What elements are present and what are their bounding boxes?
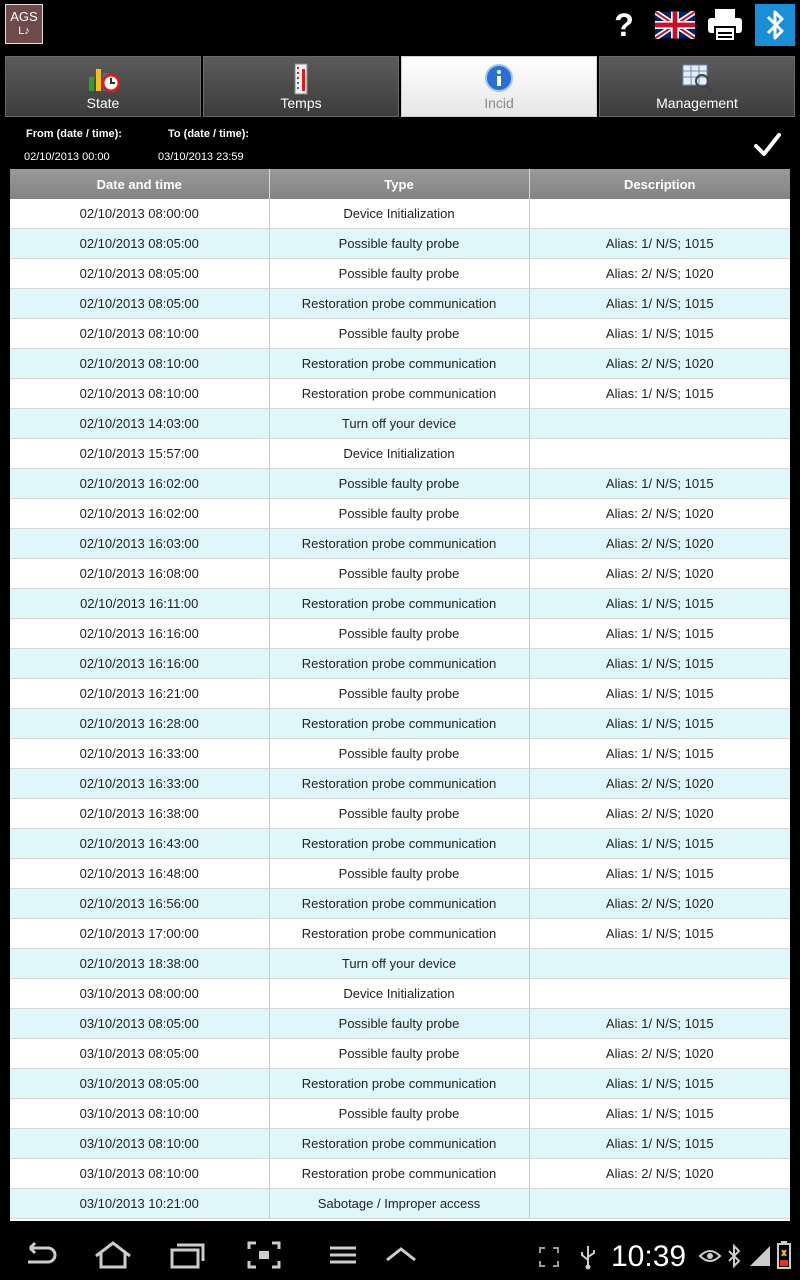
cell-date: 03/10/2013 08:05:00 [10,1069,269,1099]
apply-filter-check-icon[interactable] [752,130,782,160]
cell-date: 02/10/2013 16:08:00 [10,559,269,589]
cell-type: Possible faulty probe [269,679,529,709]
cell-date: 02/10/2013 08:10:00 [10,379,269,409]
tab-incid[interactable] [401,56,597,117]
cell-type: Restoration probe communication [269,889,529,919]
cell-date: 02/10/2013 08:05:00 [10,259,269,289]
cell-description: Alias: 2/ N/S; 1020 [529,499,790,529]
table-row[interactable] [10,709,790,739]
cell-date: 03/10/2013 08:10:00 [10,1159,269,1189]
cell-date: 02/10/2013 16:33:00 [10,769,269,799]
cell-date: 02/10/2013 16:21:00 [10,679,269,709]
cell-description [529,199,790,229]
cell-type: Turn off your device [269,949,529,979]
cell-description: Alias: 1/ N/S; 1015 [529,739,790,769]
help-button[interactable]: ? [614,7,634,43]
cell-description: Alias: 1/ N/S; 1015 [529,229,790,259]
cell-description: Alias: 2/ N/S; 1020 [529,799,790,829]
cell-date: 02/10/2013 16:16:00 [10,619,269,649]
cell-description: Alias: 2/ N/S; 1020 [529,889,790,919]
table-row[interactable] [10,1069,790,1099]
cell-type: Restoration probe communication [269,1159,529,1189]
table-row[interactable] [10,499,790,529]
thermometer-icon [291,63,311,95]
info-icon [484,63,514,93]
cell-description: Alias: 1/ N/S; 1015 [529,859,790,889]
cell-date: 03/10/2013 08:05:00 [10,1039,269,1069]
cell-type: Restoration probe communication [269,769,529,799]
cell-description: Alias: 1/ N/S; 1015 [529,1099,790,1129]
logo-text: AGS [10,9,38,24]
cell-type: Restoration probe communication [269,1129,529,1159]
cell-type: Restoration probe communication [269,829,529,859]
incidents-table [10,169,790,1219]
cell-type: Possible faulty probe [269,859,529,889]
cell-date: 02/10/2013 08:05:00 [10,229,269,259]
table-row[interactable] [10,829,790,859]
tab-state[interactable] [5,56,201,117]
table-row[interactable] [10,199,790,229]
cell-description: Alias: 1/ N/S; 1015 [529,289,790,319]
cell-description: Alias: 2/ N/S; 1020 [529,769,790,799]
cell-date: 03/10/2013 08:00:00 [10,979,269,1009]
back-icon[interactable] [20,1240,58,1270]
printer-icon[interactable] [706,8,744,42]
table-row[interactable] [10,259,790,289]
logo-subtext: L♪ [18,25,30,37]
cell-type: Possible faulty probe [269,1039,529,1069]
date-filter [0,118,800,168]
cell-date: 02/10/2013 16:33:00 [10,739,269,769]
cell-description: Alias: 1/ N/S; 1015 [529,469,790,499]
cell-date: 02/10/2013 08:00:00 [10,199,269,229]
cell-date: 02/10/2013 16:02:00 [10,469,269,499]
cell-type: Restoration probe communication [269,589,529,619]
top-bar [0,0,800,52]
cell-description: Alias: 1/ N/S; 1015 [529,619,790,649]
app-logo [5,4,43,44]
home-icon[interactable] [92,1240,134,1270]
screenshot-icon[interactable] [246,1240,282,1270]
system-navigation-bar [0,1232,800,1280]
cell-date: 02/10/2013 16:16:00 [10,649,269,679]
cell-date: 03/10/2013 08:10:00 [10,1129,269,1159]
up-arrow-icon[interactable] [384,1240,418,1270]
table-row[interactable] [10,1039,790,1069]
system-clock: 10:39 [611,1240,687,1273]
cell-type: Device Initialization [269,199,529,229]
from-date-field[interactable]: 02/10/2013 00:00 [24,151,110,163]
cell-description: Alias: 2/ N/S; 1020 [529,259,790,289]
cell-type: Restoration probe communication [269,1069,529,1099]
cell-type: Possible faulty probe [269,1009,529,1039]
cell-type: Restoration probe communication [269,289,529,319]
cell-description: Alias: 2/ N/S; 1020 [529,1159,790,1189]
cell-date: 02/10/2013 16:56:00 [10,889,269,919]
cell-type: Restoration probe communication [269,379,529,409]
cell-date: 02/10/2013 17:00:00 [10,919,269,949]
cell-type: Possible faulty probe [269,319,529,349]
cell-date: 03/10/2013 08:10:00 [10,1099,269,1129]
cell-date: 02/10/2013 16:38:00 [10,799,269,829]
table-row[interactable] [10,289,790,319]
to-label: To (date / time): [168,128,250,140]
bluetooth-button[interactable] [755,4,795,46]
cell-description: Alias: 1/ N/S; 1015 [529,319,790,349]
table-row[interactable] [10,589,790,619]
tab-temps-label: Temps [280,95,322,111]
table-row[interactable] [10,439,790,469]
cell-date: 02/10/2013 16:28:00 [10,709,269,739]
cell-description [529,979,790,1009]
table-row[interactable] [10,1159,790,1189]
bluetooth-status-icon [727,1244,741,1268]
cell-type: Possible faulty probe [269,1099,529,1129]
table-row[interactable] [10,919,790,949]
tab-state-label: State [86,95,120,111]
cell-description: Alias: 1/ N/S; 1015 [529,709,790,739]
cell-description: Alias: 1/ N/S; 1015 [529,829,790,859]
battery-icon [776,1240,792,1270]
cell-type: Possible faulty probe [269,799,529,829]
cell-type: Restoration probe communication [269,349,529,379]
tab-management-label: Management [656,95,738,111]
table-row[interactable] [10,649,790,679]
tab-bar [5,56,795,117]
table-row[interactable] [10,799,790,829]
cell-date: 02/10/2013 08:10:00 [10,319,269,349]
cell-description: Alias: 1/ N/S; 1015 [529,1069,790,1099]
cell-date: 02/10/2013 16:02:00 [10,499,269,529]
table-row[interactable] [10,1189,790,1219]
table-row[interactable] [10,889,790,919]
uk-flag-icon[interactable] [655,11,695,39]
fullscreen-icon [538,1246,560,1268]
table-body [10,199,790,1219]
table-row[interactable] [10,979,790,1009]
signal-icon [748,1244,772,1268]
cell-date: 02/10/2013 08:05:00 [10,289,269,319]
cell-description [529,1189,790,1219]
cell-type: Turn off your device [269,409,529,439]
cell-description [529,949,790,979]
usb-icon [578,1244,598,1270]
cell-description [529,409,790,439]
cell-description: Alias: 1/ N/S; 1015 [529,379,790,409]
cell-description [529,439,790,469]
cell-description: Alias: 2/ N/S; 1020 [529,529,790,559]
column-header-description[interactable]: Description [529,169,790,199]
bluetooth-icon [755,4,795,46]
table-row[interactable] [10,559,790,589]
to-date-field[interactable]: 03/10/2013 23:59 [158,151,244,163]
cell-description: Alias: 1/ N/S; 1015 [529,589,790,619]
table-row[interactable] [10,739,790,769]
table-row[interactable] [10,349,790,379]
table-row[interactable] [10,949,790,979]
cell-type: Sabotage / Improper access [269,1189,529,1219]
table-row[interactable] [10,229,790,259]
recent-apps-icon[interactable] [168,1240,206,1270]
tab-incid-label: Incid [484,95,514,111]
cell-type: Restoration probe communication [269,919,529,949]
cell-date: 02/10/2013 16:48:00 [10,859,269,889]
cell-type: Restoration probe communication [269,649,529,679]
cell-date: 02/10/2013 14:03:00 [10,409,269,439]
cell-description: Alias: 1/ N/S; 1015 [529,1129,790,1159]
cell-date: 02/10/2013 16:03:00 [10,529,269,559]
state-chart-icon [86,63,120,93]
cell-description: Alias: 1/ N/S; 1015 [529,649,790,679]
cell-description: Alias: 2/ N/S; 1020 [529,559,790,589]
table-row[interactable] [10,529,790,559]
cell-description: Alias: 1/ N/S; 1015 [529,1009,790,1039]
table-row[interactable] [10,1129,790,1159]
table-row[interactable] [10,319,790,349]
cell-date: 03/10/2013 10:21:00 [10,1189,269,1219]
menu-icon[interactable] [328,1240,358,1270]
cell-description: Alias: 2/ N/S; 1020 [529,349,790,379]
table-row[interactable] [10,1009,790,1039]
table-header-row [10,169,790,199]
management-icon [681,63,713,93]
table-row[interactable] [10,859,790,889]
table-row[interactable] [10,409,790,439]
cell-description: Alias: 1/ N/S; 1015 [529,679,790,709]
cell-type: Possible faulty probe [269,469,529,499]
cell-date: 02/10/2013 08:10:00 [10,349,269,379]
tab-temps[interactable] [203,56,399,117]
cell-type: Possible faulty probe [269,259,529,289]
cell-type: Possible faulty probe [269,739,529,769]
column-header-type[interactable]: Type [269,169,529,199]
table-row[interactable] [10,619,790,649]
cell-date: 02/10/2013 16:43:00 [10,829,269,859]
cell-type: Device Initialization [269,439,529,469]
cell-type: Possible faulty probe [269,559,529,589]
column-header-date[interactable]: Date and time [10,169,269,199]
table-row[interactable] [10,769,790,799]
table-row[interactable] [10,379,790,409]
cell-type: Possible faulty probe [269,619,529,649]
cell-date: 02/10/2013 18:38:00 [10,949,269,979]
cell-date: 03/10/2013 08:05:00 [10,1009,269,1039]
cell-description: Alias: 1/ N/S; 1015 [529,919,790,949]
eye-icon [698,1246,722,1266]
cell-type: Possible faulty probe [269,499,529,529]
cell-type: Device Initialization [269,979,529,1009]
cell-date: 02/10/2013 15:57:00 [10,439,269,469]
cell-type: Restoration probe communication [269,529,529,559]
table-row[interactable] [10,469,790,499]
incidents-table-container[interactable] [10,169,790,1221]
cell-type: Possible faulty probe [269,229,529,259]
table-row[interactable] [10,679,790,709]
cell-type: Restoration probe communication [269,709,529,739]
table-row[interactable] [10,1099,790,1129]
cell-description: Alias: 2/ N/S; 1020 [529,1039,790,1069]
from-label: From (date / time): [26,128,122,140]
tab-management[interactable] [599,56,795,117]
cell-date: 02/10/2013 16:11:00 [10,589,269,619]
